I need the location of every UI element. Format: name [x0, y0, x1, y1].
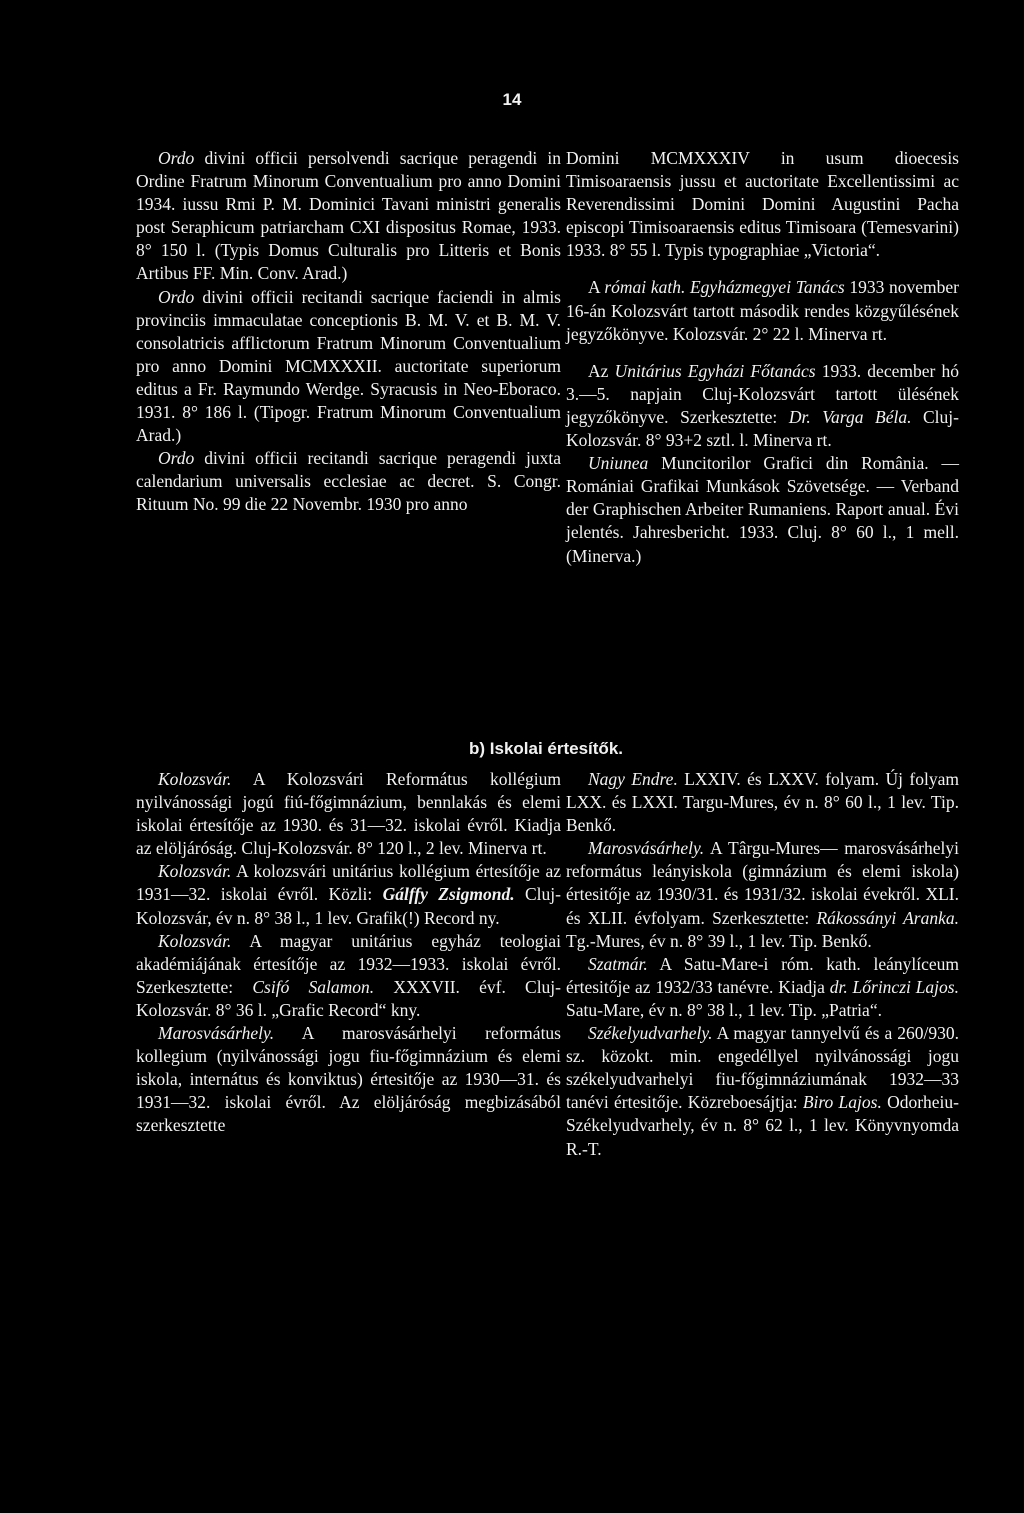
entry-text: divini officii recitandi sacrique peragendi juxta calendarium universalis ecclesiae ac decret. S. Congr. Rituum No. 99 die 22 Novembr. 1930 pro anno	[136, 448, 561, 515]
entry-text: divini officii persolvendi sacrique peragendi in Ordine Fratrum Minorum Conventualium pro anno Domini 1934. iussu Rmi P. M. Dominici Tavani ministri generalis post Seraphicum patriarcham CXI dispositus Romae, 1933. 8° 150 l. (Typis Domus Culturalis pro Litteris et Bonis Artibus FF. Min. Conv. Arad.)	[136, 148, 561, 284]
entry-text: Tg.-Mures, év n. 8° 39 l., 1 lev. Tip. Benkő.	[566, 930, 872, 951]
entry-text: XXXVII. évf. Cluj-Kolozsvár. 8° 36 l. „Grafic Record“ kny.	[136, 976, 561, 1020]
entry-lead: Ordo	[158, 286, 195, 307]
bibliography-entry	[136, 147, 561, 286]
entry-editor: Biro Lajos.	[802, 1092, 882, 1113]
entry-term: Unitárius Egyházi Főtanács	[614, 360, 816, 381]
page-number: 14	[502, 90, 522, 109]
entry-text: LXXIV. és LXXV. folyam. Új folyam LXX. és LXXI. Targu-Mures, év n. 8° 60 l., 1 lev. Tip. Benkő.	[566, 769, 959, 836]
top-left-column	[136, 147, 561, 517]
entry-text: A Kolozsvári Református kollégium nyilvánossági jogú fiú-főgimnázium, bennlakás és elemi iskolai értesítője az 1930. és 31—32. iskolai évről. Kiadja az elöljáróság. Cluj-Kolozsvár. 8° 120 l., 2 lev. Minerva rt.	[136, 769, 561, 859]
entry-place: Szatmár.	[588, 953, 648, 974]
entry-lead: Ordo	[158, 448, 195, 469]
bibliography-entry	[136, 768, 561, 860]
entry-text: Muncitorilor Grafici din România. — Romániai Grafikai Munkások Szövetsége. — Verband der Graphischen Arbeiter Rumaniens. Raport anual. Évi jelentés. Jahresbericht. 1933. Cluj. 8° 60 l., 1 mell. (Minerva.)	[566, 453, 959, 566]
entry-text: Cluj-Kolozsvár, év n. 8° 38 l., 1 lev. Grafik(!) Record ny.	[136, 884, 561, 928]
bibliography-entry	[566, 452, 959, 567]
entry-term: római kath. Egyházmegyei Tanács	[604, 277, 845, 298]
entry-text: Az	[588, 360, 615, 381]
bibliography-entry	[566, 276, 959, 345]
entry-editor: Csifó Salamon.	[252, 976, 375, 997]
top-right-column	[566, 147, 959, 568]
entry-editor: Gálffy Zsigmond.	[382, 884, 515, 905]
entry-editor: dr. Lőrinczi Lajos.	[829, 976, 959, 997]
entry-place: Székelyudvarhely.	[588, 1023, 713, 1044]
bibliography-entry	[136, 1022, 561, 1137]
entry-text: A	[588, 277, 605, 298]
entry-text: A marosvásárhelyi református kollegium (nyilvánossági jogu fiu-főgimnázium és elemi iskola, internátus és konviktus) értesitője az 1930—31. és 1931—32. iskolai évről. Az elöljáróság megbizásából szerkesztette	[136, 1023, 561, 1136]
entry-text: A magyar tannyelvű és a 260/930. sz. közokt. min. engedéllyel nyilvánossági jogu székelyudvarhelyi fiu-főgimnáziumának 1932—33 tanévi értesitője. Közreboesájtja:	[566, 1023, 959, 1113]
entry-place: Kolozsvár.	[158, 861, 232, 882]
continued-entry	[566, 147, 959, 262]
bibliography-entry	[566, 360, 959, 452]
entry-text: A magyar unitárius egyház teologiai akadémiájának értesítője az 1932—1933. iskolai évről. Szerkesztette:	[136, 930, 561, 997]
entry-text: divini officii recitandi sacrique faciendi in almis provinciis immaculatae conceptionis B. M. V. et B. M. V. consolatricis afflictorum Fratrum Minorum Conventualium pro anno Domini MCMXXXII. auctoritate superiorum editus a Fr. Raymundo Werdge. Syracusis in Neo-Eboraco. 1931. 8° 186 l. (Tipogr. Fratrum Minorum Conventualium Arad.)	[136, 286, 561, 446]
entry-text: A Satu-Mare-i róm. kath. leánylíceum értesitője az 1932/33 tanévre. Kiadja	[566, 953, 959, 997]
bibliography-entry	[566, 1022, 959, 1161]
entry-text: Domini MCMXXXIV in usum dioecesis Timisoaraensis jussu et auctoritate Excellentissimi ac Reverendissimi Domini Domini Augustini Pacha episcopi Timisoaraensis editus Timisoara (Temesvarini) 1933. 8° 55 l. Typis typographiae „Victoria“.	[566, 148, 959, 261]
entry-text: A Târgu-Mures— marosvásárhelyi református leányiskola (gimnázium és elemi iskola) értesitője az 1930/31. és 1931/32. iskolai évekről. XLI. és XLII. évfolyam. Szerkesztette:	[566, 838, 959, 928]
bibliography-entry	[136, 286, 561, 448]
entry-text: 1933 november 16-án Kolozsvárt tartott második rendes közgyűlésének jegyzőkönyve. Kolozsvár. 2° 22 l. Minerva rt.	[566, 277, 959, 344]
bottom-left-column	[136, 768, 561, 1138]
bibliography-entry	[136, 447, 561, 516]
entry-text: A kolozsvári unitárius kollégium értesítője az 1931—32. iskolai évről. Közli:	[136, 861, 561, 905]
entry-lead: Ordo	[158, 148, 195, 168]
entry-text: Satu-Mare, év n. 8° 38 l., 1 lev. Tip. „Patria“.	[566, 999, 882, 1020]
bibliography-entry	[136, 860, 561, 929]
bottom-right-column	[566, 768, 959, 1161]
entry-editor: Rákossányi Aranka.	[816, 907, 959, 928]
bibliography-entry	[136, 930, 561, 1022]
entry-place: Marosvásárhely.	[588, 838, 705, 859]
entry-place: Kolozsvár.	[158, 930, 232, 951]
bibliography-entry	[566, 768, 959, 837]
entry-editor: Dr. Varga Béla.	[788, 406, 912, 427]
entry-text: Odorheiu-Székelyudvarhely, év n. 8° 62 l., 1 lev. Könyvnyomda R.-T.	[566, 1092, 959, 1159]
entry-place: Kolozsvár.	[158, 769, 232, 789]
section-heading: b) Iskolai értesítők.	[469, 739, 623, 758]
entry-text: 1933. december hó 3.—5. napjain Cluj-Kolozsvárt tartott ülésének jegyzőkönyve. Szerkesztette:	[566, 360, 959, 427]
entry-term: Uniunea	[588, 453, 649, 474]
entry-place: Marosvásárhely.	[158, 1023, 275, 1044]
bibliography-entry	[566, 953, 959, 1022]
entry-text: Cluj-Kolozsvár. 8° 93+2 sztl. l. Minerva rt.	[566, 406, 959, 451]
entry-editor: Nagy Endre.	[588, 769, 678, 789]
bibliography-entry	[566, 837, 959, 952]
